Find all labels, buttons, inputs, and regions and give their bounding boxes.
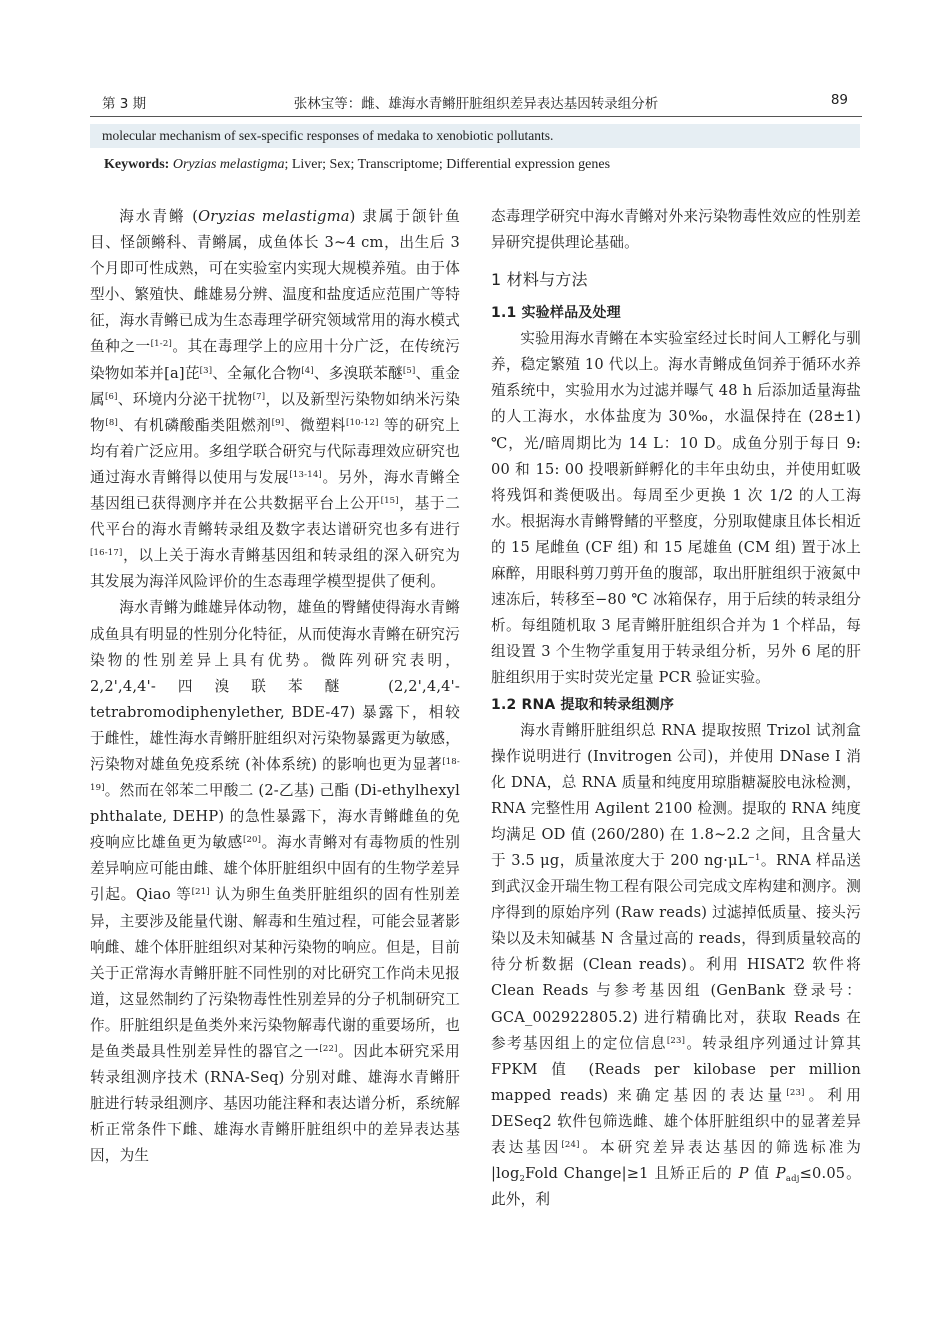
subsection-heading-rna: 1.2 RNA 提取和转录组测序 [491,696,675,713]
left-column [90,204,460,1169]
keywords-label: Keywords: [104,157,170,172]
page-number: 89 [830,92,848,108]
paragraph-continued: 态毒理学研究中海水青鳉对外来污染物毒性效应的性别差异研究提供理论基础。 [491,208,861,252]
keywords-species: Oryzias melastigma [172,157,285,172]
keywords [104,154,864,176]
keywords-rest: ; Liver; Sex; Transcriptome; Differential expression genes [284,157,611,172]
running-header [90,86,862,117]
paragraph-sex-difference: 海水青鳉为雌雄异体动物，雄鱼的臀鳍使得海水青鳉成鱼具有明显的性别分化特征，从而使海水青鳉在研究污染物的性别差异上具有优势。微阵列研究表明，2,2',4,4'-四溴联苯醚 (2,2',4,4'-tetrabromodiphenylether, BDE-47) 暴露下，相较于雌性，雄性海水青鳉肝脏组织对污染物暴露更为敏感，污染物对雄鱼免疫系统 (补体系统) 的影响也更为显著[18-19]。然而在邻苯二甲酸二 (2-乙基) 己酯 (Di-ethylhexyl phthalate, DEHP) 的急性暴露下，海水青鳉雌鱼的免疫响应比雄鱼更为敏感[20]。海水青鳉对有毒物质的性别差异响应可能由雌、雄个体肝脏组织中固有的生物学差异引起。Qiao 等[21] 认为卵生鱼类肝脏组织的固有性别差异，主要涉及能量代谢、解毒和生殖过程，可能会显著影响雌、雄个体肝脏组织对某种污染物的响应。但是，目前关于正常海水青鳉肝脏不同性别的对比研究工作尚未见报道，这显然制约了污染物毒性性别差异的分子机制研究工作。肝脏组织是鱼类外来污染物解毒代谢的重要场所，也是鱼类最具性别差异性的器官之一[22]。因此本研究采用转录组测序技术 (RNA-Seq) 分别对雌、雄海水青鳉肝脏进行转录组测序、基因功能注释和表达谱分析，系统解析正常条件下雌、雄海水青鳉肝脏组织中的差异表达基因，为生 [90,599,460,1165]
subsection-heading-samples: 1.1 实验样品及处理 [491,305,621,322]
running-title: 张林宝等：雌、雄海水青鳉肝脏组织差异表达基因转录组分析 [293,96,659,112]
right-column [491,204,861,1213]
issue-label: 第 3 期 [102,96,147,112]
paragraph-intro: 海水青鳉 (Oryzias melastigma) 隶属于颌针鱼目、怪颌鳉科、青鳉属，成鱼体长 3~4 cm，出生后 3 个月即可性成熟，可在实验室内实现大规模养殖。由于体型小、繁殖快、雌雄易分辨、温度和盐度适应范围广等特征，海水青鳉已成为生态毒理学研究领域常用的海水模式鱼种之一[1-2]。其在毒理学上的应用十分广泛，在传统污染物如苯并[a]芘[3]、全氟化合物[4]、多溴联苯醚[5]、重金属[6]、环境内分泌干扰物[7]，以及新型污染物如纳米污染物[8]、有机磷酸酯类阻燃剂[9]、微塑料[10-12] 等的研究上均有着广泛应用。多组学联合研究与代际毒理效应研究也通过海水青鳉得以使用与发展[13-14]。另外，海水青鳉全基因组已获得测序并在公共数据平台上公开[15]，基于二代平台的海水青鳉转录组及数字表达谱研究也多有进行[16-17]，以上关于海水青鳉基因组和转录组的深入研究为其发展为海洋风险评价的生态毒理学模型提供了便利。 [90,208,461,591]
section-heading-methods: 1 材料与方法 [491,270,588,290]
paragraph-rna: 海水青鳉肝脏组织总 RNA 提取按照 Trizol 试剂盒操作说明进行 (Invitrogen 公司)，并使用 DNase I 消化 DNA，总 RNA 质量和纯度用琼脂糖凝胶电泳检测，RNA 完整性用 Agilent 2100 检测。提取的 RNA 纯度均满足 OD 值 (260/280) 在 1.8~2.2 之间，且含量大于 3.5 μg，质量浓度大于 200 $ng\cdot\mu L^{-1}$。RNA 样品送到武汉金开瑞生物工程有限公司完成文库构建和测序。测序得到的原始序列 (Raw reads) 过滤掉低质量、接头污染以及未知碱基 N 含量过高的 reads，得到质量较高的待分析数据 (Clean reads)。利用 HISAT2 软件将 Clean Reads 与参考基因组 (GenBank 登录号：GCA_002922805.2) 进行精确比对，获取 Reads 在参考基因组上的定位信息[23]。转录组序列通过计算其 FPKM 值 (Reads per kilobase per million mapped reads) 来确定基因的表达量[23]。利用 DESeq2 软件包筛选雌、雄个体肝脏组织中的显著差异表达基因[24]。本研究差异表达基因的筛选标准为 $|\log_2Fold$ Change|≥1 且矫正后的 P 值 $P_{adj}\le 0.05$。此外，利 [491,721,861,1209]
paragraph-samples: 实验用海水青鳉在本实验室经过长时间人工孵化与驯养，稳定繁殖 10 代以上。海水青鳉成鱼饲养于循环水养殖系统中，实验用水为过滤并曝气 48 h 后添加适量海盐的人工海水，水体盐度为 30‰，水温保持在 (28±1) ℃，光/暗周期比为 14 L：10 D。成鱼分别于每日 9: 00 和 15: 00 投喂新鲜孵化的丰年虫幼虫，并使用虹吸将残饵和粪便吸出。每周至少更换 1 次 1/2 的人工海水。根据海水青鳉臀鳍的平整度，分别取健康且体长相近的 15 尾雌鱼 (CF 组) 和 15 尾雄鱼 (CM 组) 置于冰上麻醉，用眼科剪刀剪开鱼的腹部，取出肝脏组织于液氮中速冻后，转移至−80 ℃ 冰箱保存，用于后续的转录组分析。每组随机取 3 尾青鳉肝脏组织合并为 1 个样品，每组设置 3 个生物学重复用于转录组分析，另外 6 尾的肝脏组织用于实时荧光定量 PCR 验证实验。 [491,330,861,687]
abstract-tail: molecular mechanism of sex-specific responses of medaka to xenobiotic pollutants. [90,124,860,148]
